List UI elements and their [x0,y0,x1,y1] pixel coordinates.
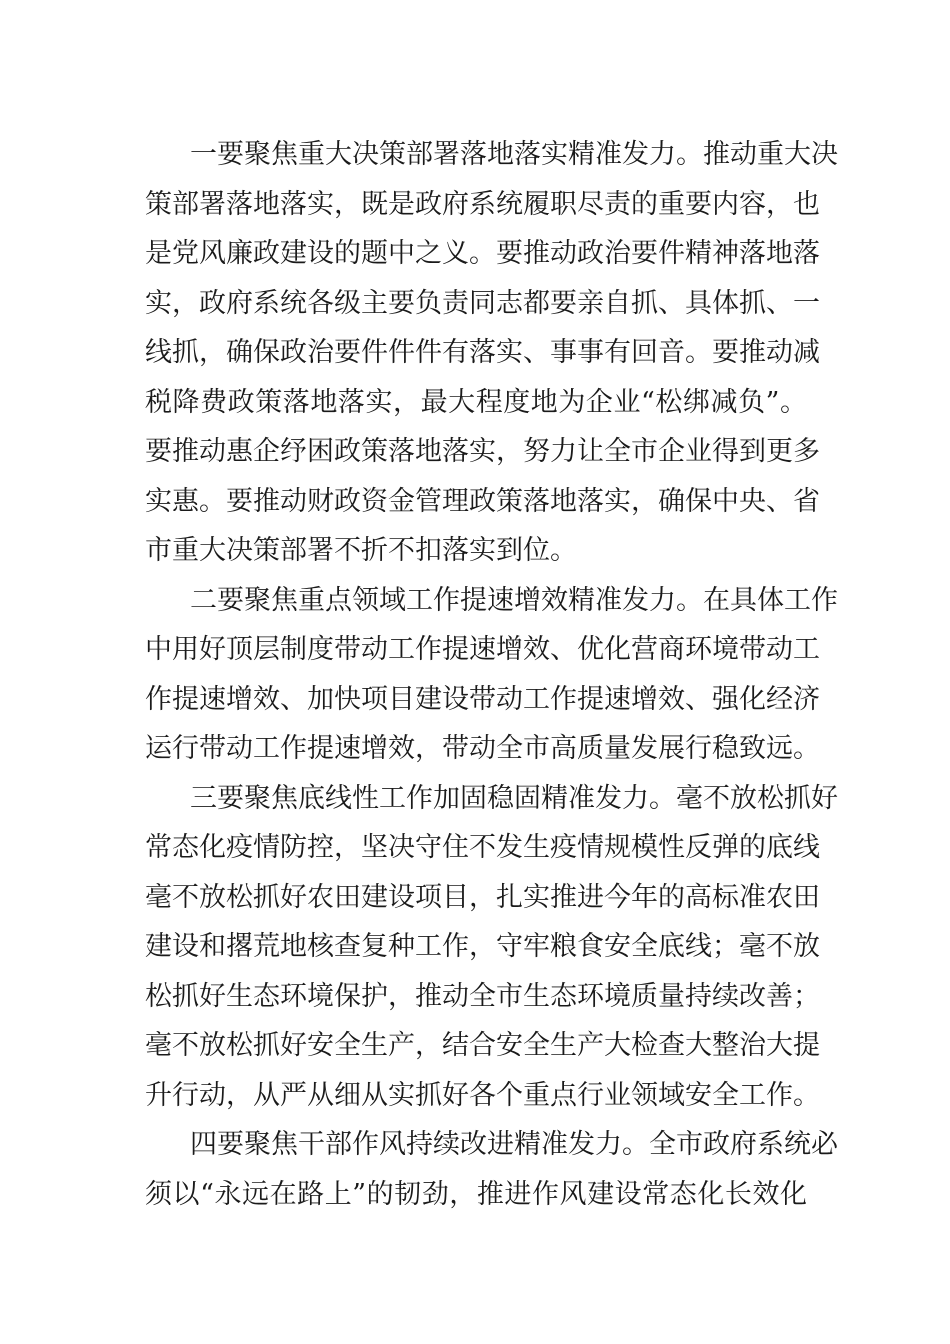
paragraph-4-line-2: 须以“永远在路上”的韧劲，推进作风建设常态化长效化 [145,1178,807,1210]
paragraph-3-line-2: 常态化疫情防控，坚决守住不发生疫情规模性反弹的底线 [145,832,820,863]
paragraph-3-line-3: 毫不放松抓好农田建设项目，扎实推进今年的高标准农田 [145,881,820,913]
paragraph-1-line-1: 一要聚焦重大决策部署落地落实精准发力。推动重大决 [190,139,838,170]
body-text [145,130,838,1219]
paragraph-1-line-8: 实惠。要推动财政资金管理政策落地落实，确保中央、省 [145,485,820,517]
paragraph-3-line-4: 建设和撂荒地核查复种工作，守牢粮食安全底线；毫不放 [145,931,820,962]
paragraph-3-line-5: 松抓好生态环境保护，推动全市生态环境质量持续改善； [145,980,820,1012]
paragraph-2-line-2: 中用好顶层制度带动工作提速增效、优化营商环境带动工 [145,634,820,665]
paragraph-3-line-1: 三要聚焦底线性工作加固稳固精准发力。毫不放松抓好 [190,782,838,814]
paragraph-1-line-4: 实，政府系统各级主要负责同志都要亲自抓、具体抓、一 [145,287,820,319]
paragraph-1-line-9: 市重大决策部署不折不扣落实到位。 [145,535,577,566]
paragraph-2-line-3: 作提速增效、加快项目建设带动工作提速增效、强化经济 [145,683,820,715]
paragraph-2-line-1: 二要聚焦重点领域工作提速增效精准发力。在具体工作 [190,584,838,616]
paragraph-2-line-4: 运行带动工作提速增效，带动全市高质量发展行稳致远。 [145,733,820,764]
paragraph-1-line-7: 要推动惠企纾困政策落地落实，努力让全市企业得到更多 [145,436,820,467]
paragraph-4-line-1: 四要聚焦干部作风持续改进精准发力。全市政府系统必 [190,1129,838,1160]
paragraph-1-line-3: 是党风廉政建设的题中之义。要推动政治要件精神落地落 [145,238,820,269]
paragraph-1-line-5: 线抓，确保政治要件件件有落实、事事有回音。要推动减 [145,337,820,368]
paragraph-3-line-6: 毫不放松抓好安全生产，结合安全生产大检查大整治大提 [145,1030,820,1061]
paragraph-1-line-6: 税降费政策落地落实，最大程度地为企业“松绑减负”。 [145,386,807,418]
paragraph-1-line-2: 策部署落地落实，既是政府系统履职尽责的重要内容，也 [145,188,820,220]
paragraph-3-line-7: 升行动，从严从细从实抓好各个重点行业领域安全工作。 [145,1079,820,1111]
